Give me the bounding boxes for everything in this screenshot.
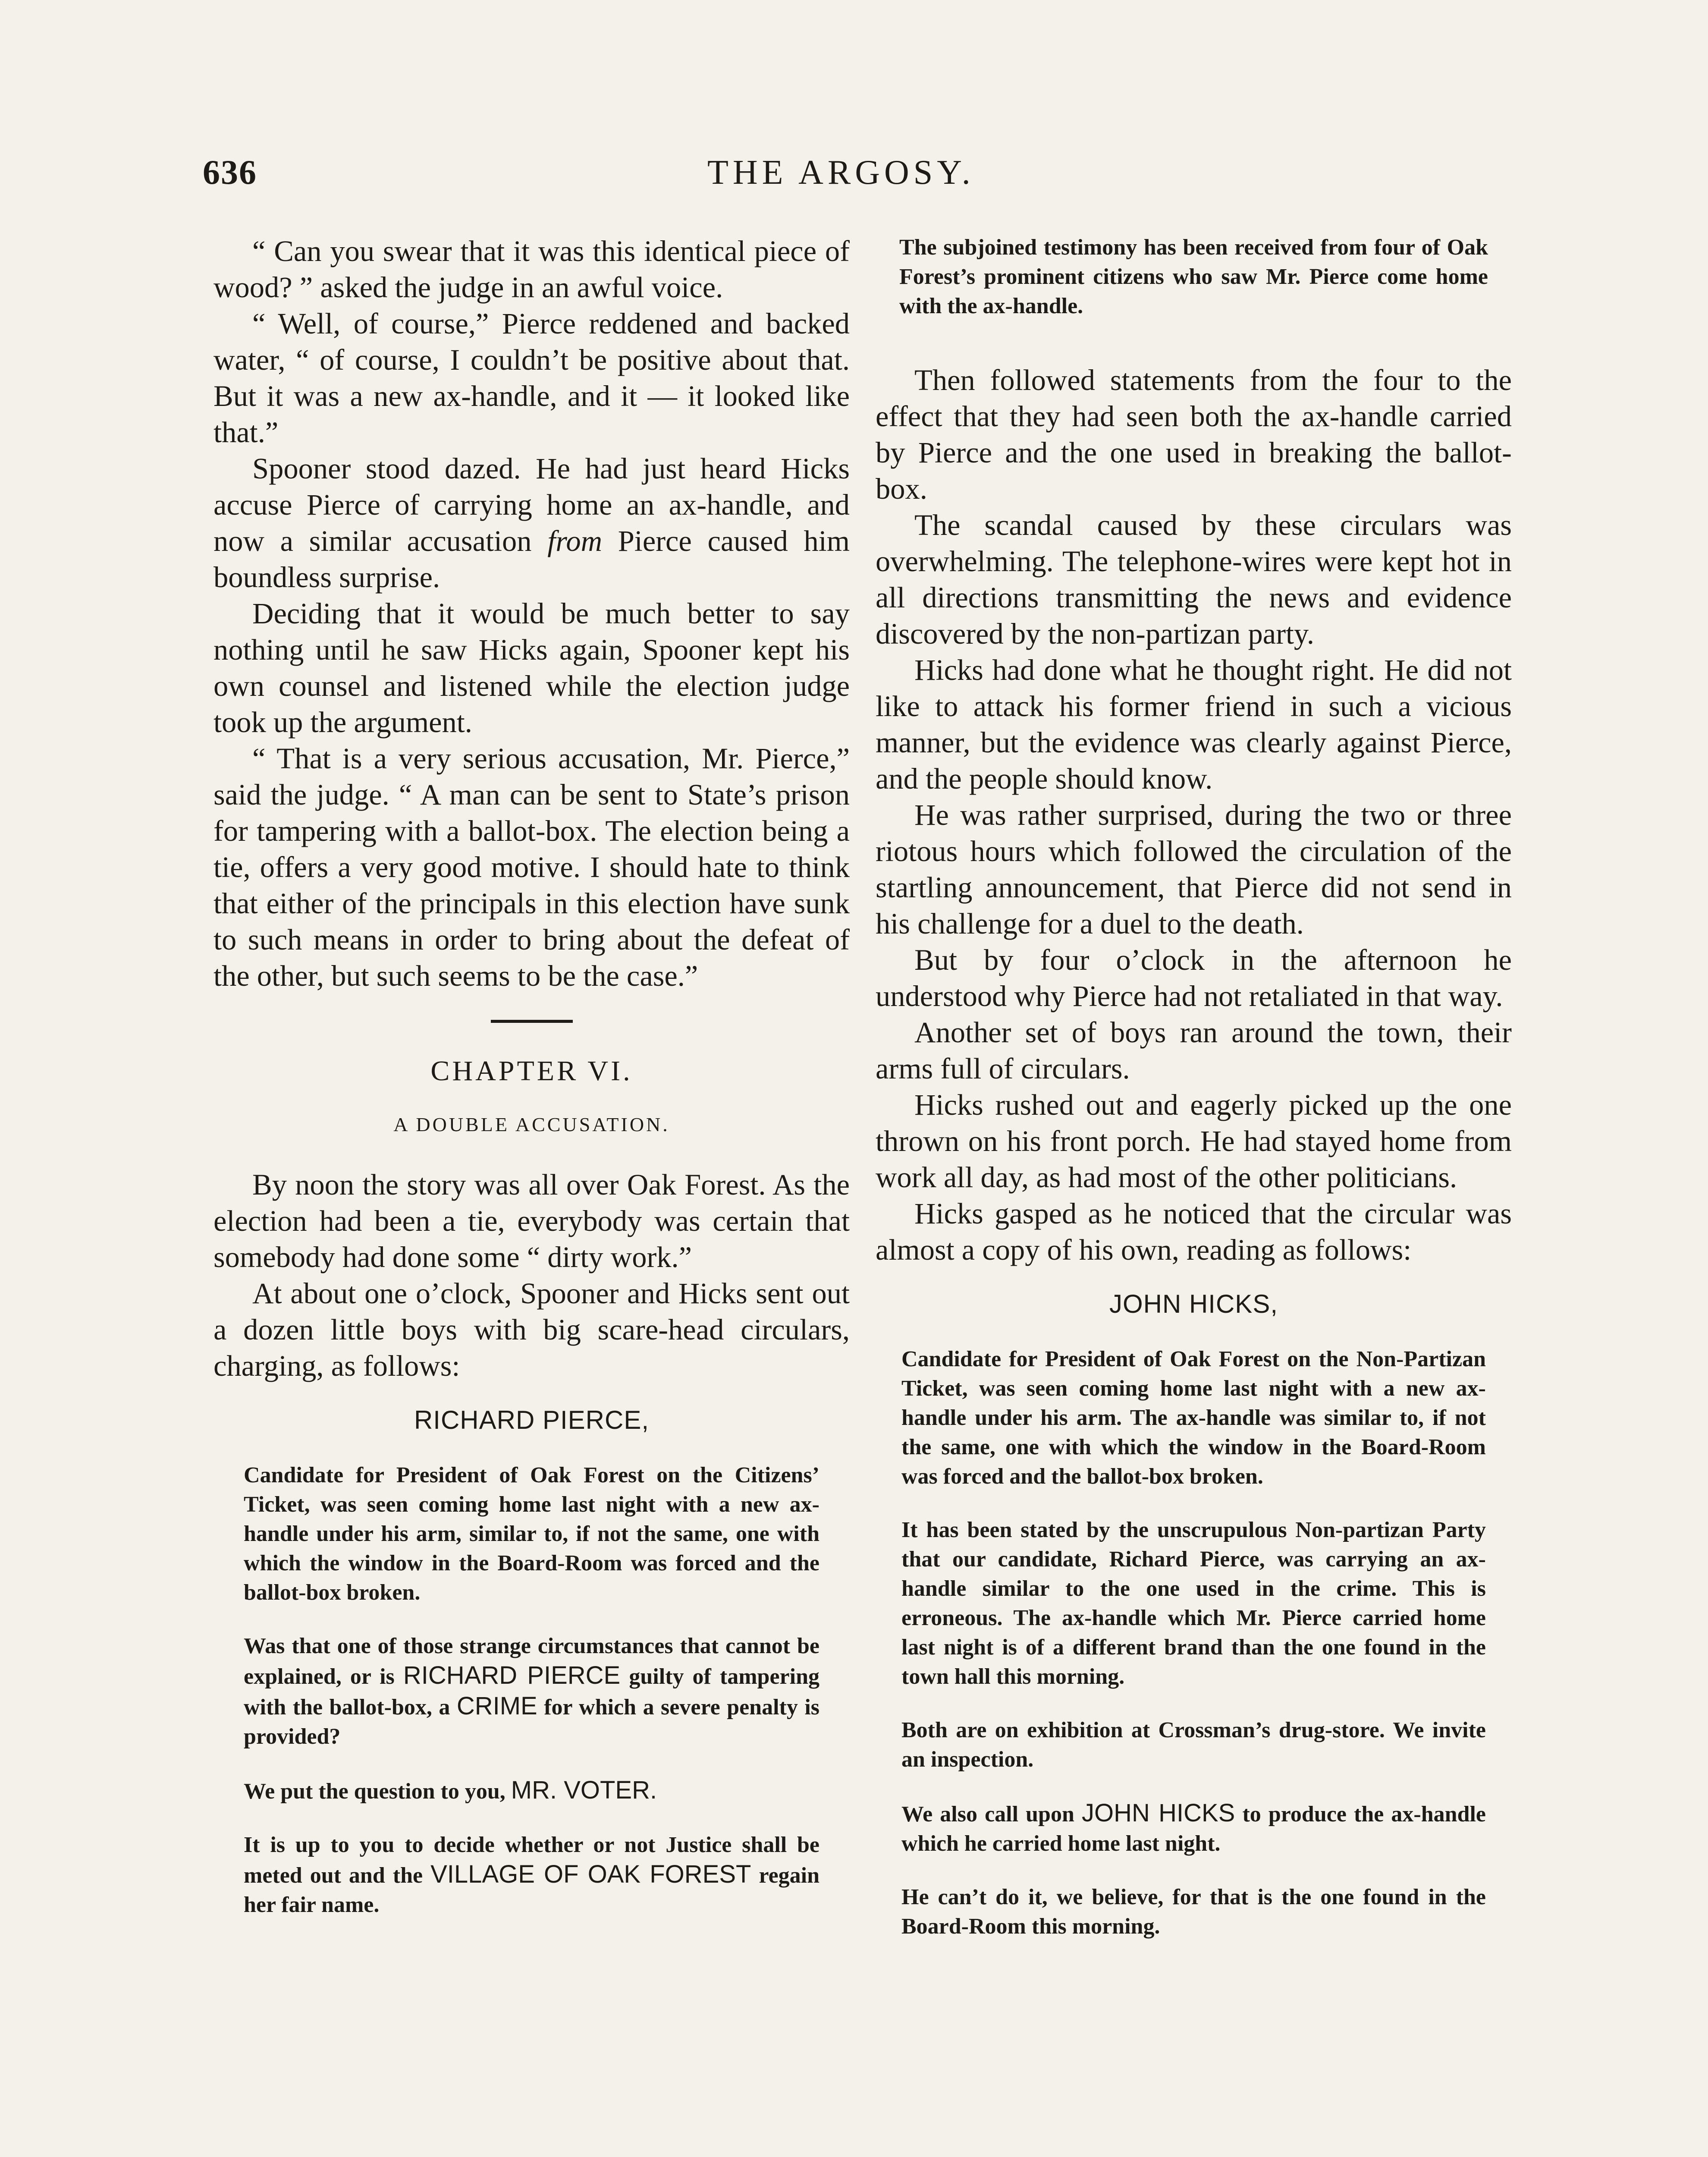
circular-hicks (876, 1345, 1512, 1941)
page-number: 636 (203, 154, 257, 192)
caps-text: JOHN HICKS (1082, 1799, 1235, 1827)
caps-text: MR. VOTER. (511, 1776, 657, 1804)
text-run: guilty of tampering with the ballot-box, a (244, 1664, 820, 1720)
circular-paragraph: Candidate for President of Oak Forest on the Non-Partizan Ticket, was seen coming home last night with a new ax-handle under his arm. The ax-handle was similar to, if not the same, one with which the window in the Board-Room was forced and the ballot-box broken. (901, 1347, 1486, 1489)
circular-paragraph: Both are on exhibition at Crossman’s drug-store. We invite an inspection. (901, 1718, 1486, 1772)
body-paragraph: At about one o’clock, Spooner and Hicks sent out a dozen little boys with big scare-head circulars, charging, as follows: (214, 1277, 850, 1382)
body-paragraph: But by four o’clock in the afternoon he understood why Pierce had not retaliated in that way. (876, 943, 1512, 1012)
circular-paragraph (244, 1632, 819, 1751)
text-run: regain her fair name. (244, 1863, 820, 1917)
circular-paragraph: It has been stated by the unscrupulous Non-partizan Party that our candidate, Richard Pierce, was carrying an ax-handle similar to the one used in the crime. This is erroneous. The ax-handle which Mr. Pierce carried home last night is of a different brand than the one found in the town hall this morning. (901, 1518, 1486, 1689)
body-paragraph: Hicks rushed out and eagerly picked up the one thrown on his front porch. He had stayed home from work all day, as had most of the other politicians. (876, 1088, 1512, 1194)
chapter-subtitle: A DOUBLE ACCUSATION. (393, 1113, 670, 1135)
body-paragraph: The scandal caused by these circulars was overwhelming. The telephone-wires were kept hot in all directions transmitting the news and evidence discovered by the non-partizan party. (876, 509, 1512, 650)
body-paragraph: Hicks gasped as he noticed that the circular was almost a copy of his own, reading as follows: (876, 1197, 1512, 1266)
body-paragraph: “ Can you swear that it was this identical piece of wood? ” asked the judge in an awful voice. (214, 235, 850, 304)
text-run: Pierce caused him boundless surprise. (214, 525, 850, 594)
text-run: Spooner stood dazed. He had just heard Hicks accuse Pierce of carrying home an ax-handle, and now a similar accusation (214, 452, 850, 557)
body-paragraph: Deciding that it would be much better to say nothing until he saw Hicks again, Spooner kept his own counsel and listened while the election judge took up the argument. (214, 597, 850, 739)
circular-paragraph (244, 1776, 819, 1806)
text-run: Was that one of those strange circumstances that cannot be explained, or is (244, 1634, 819, 1689)
running-title: THE ARGOSY. (707, 154, 975, 192)
body-paragraph: Then followed statements from the four to the effect that they had seen both the ax-handle carried by Pierce and the one used in breaking the ballot-box. (876, 364, 1512, 505)
text-run: for which a severe penalty is provided? (244, 1695, 820, 1749)
circular-title: RICHARD PIERCE, (414, 1406, 650, 1434)
section-divider (491, 1020, 573, 1023)
body-paragraph (214, 450, 850, 595)
circular-pierce (214, 1461, 850, 1920)
emphasis-text: from (547, 525, 603, 557)
body-paragraph: Hicks had done what he thought right. He did not like to attack his former friend in such a vicious manner, but the evidence was clearly against Pierce, and the people should know. (876, 654, 1512, 795)
body-paragraph: “ That is a very serious accusation, Mr. Pierce,” said the judge. “ A man can be sent to State’s prison for tampering with a ballot-box. The election being a tie, offers a very good motive. I should hate to think that either of the principals in this election have sunk to such means in order to bring about the defeat of the other, but such seems to be the case.” (214, 742, 850, 992)
caps-text: CRIME (456, 1692, 537, 1720)
text-run: It is up to you to decide whether or not Justice shall be meted out and the (244, 1833, 819, 1888)
text-run: to produce the ax-handle which he carried home last night. (901, 1802, 1486, 1856)
testimony-notice (876, 233, 1512, 321)
circular-paragraph (901, 1799, 1486, 1858)
page-header (0, 153, 1708, 205)
text-run: We also call upon (901, 1802, 1074, 1827)
right-column (876, 233, 1512, 1965)
left-column (214, 233, 850, 1944)
circular-paragraph (244, 1830, 819, 1920)
circular-paragraph: Candidate for President of Oak Forest on the Citizens’ Ticket, was seen coming home last night with a new ax-handle under his arm, similar to, if not the same, one with which the window in the Board-Room was forced and the ballot-box broken. (244, 1463, 819, 1605)
chapter-title: CHAPTER VI. (430, 1055, 633, 1087)
caps-text: RICHARD PIERCE (403, 1661, 621, 1689)
circular-paragraph: The subjoined testimony has been received from four of Oak Forest’s prominent citizens who saw Mr. Pierce come home with the ax-handle. (899, 235, 1488, 318)
caps-text: VILLAGE OF OAK FOREST (430, 1860, 751, 1888)
circular-paragraph: He can’t do it, we believe, for that is the one found in the Board-Room this morning. (901, 1885, 1486, 1939)
circular-title: JOHN HICKS, (1109, 1289, 1278, 1318)
body-paragraph: He was rather surprised, during the two or three riotous hours which followed the circulation of the startling announcement, that Pierce did not send in his challenge for a duel to the death. (876, 799, 1512, 940)
body-paragraph: By noon the story was all over Oak Forest. As the election had been a tie, everybody was certain that somebody had done some “ dirty work.” (214, 1168, 850, 1273)
body-paragraph: “ Well, of course,” Pierce reddened and backed water, “ of course, I couldn’t be positive about that. But it was a new ax-handle, and it — it looked like that.” (214, 307, 850, 449)
text-run: We put the question to you, (244, 1779, 505, 1804)
body-paragraph: Another set of boys ran around the town, their arms full of circulars. (876, 1016, 1512, 1085)
